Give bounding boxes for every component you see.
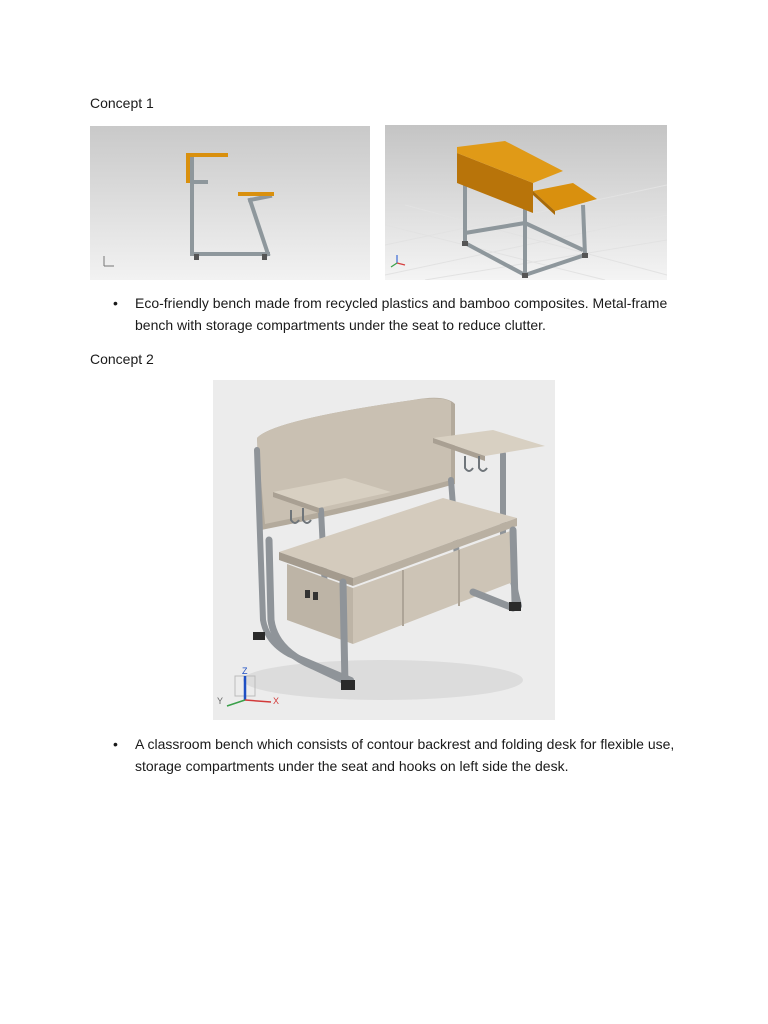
- axis-z-label: Z: [242, 666, 248, 676]
- concept-1-side-view-image: [90, 126, 370, 280]
- concept-1-bullet: [113, 292, 683, 336]
- concept-2-render-image: [213, 380, 555, 720]
- concept-1-heading: Concept 1: [90, 95, 154, 111]
- concept-2-bullet: [113, 733, 683, 777]
- axis-y-label: Y: [217, 696, 224, 706]
- axis-x-label: X: [273, 696, 280, 706]
- concept-1-description: Eco-friendly bench made from recycled plastics and bamboo composites. Metal-frame bench with storage compartments under the seat to reduce clutter.: [135, 295, 668, 333]
- bullet-icon: •: [113, 295, 118, 311]
- concept-2-description: A classroom bench which consists of contour backrest and folding desk for flexible use, storage compartments under the seat and hooks on left side the desk.: [135, 736, 675, 774]
- concept-1-isometric-view-image: [385, 125, 667, 280]
- concept-2-heading: Concept 2: [90, 351, 154, 367]
- bullet-icon: •: [113, 736, 118, 752]
